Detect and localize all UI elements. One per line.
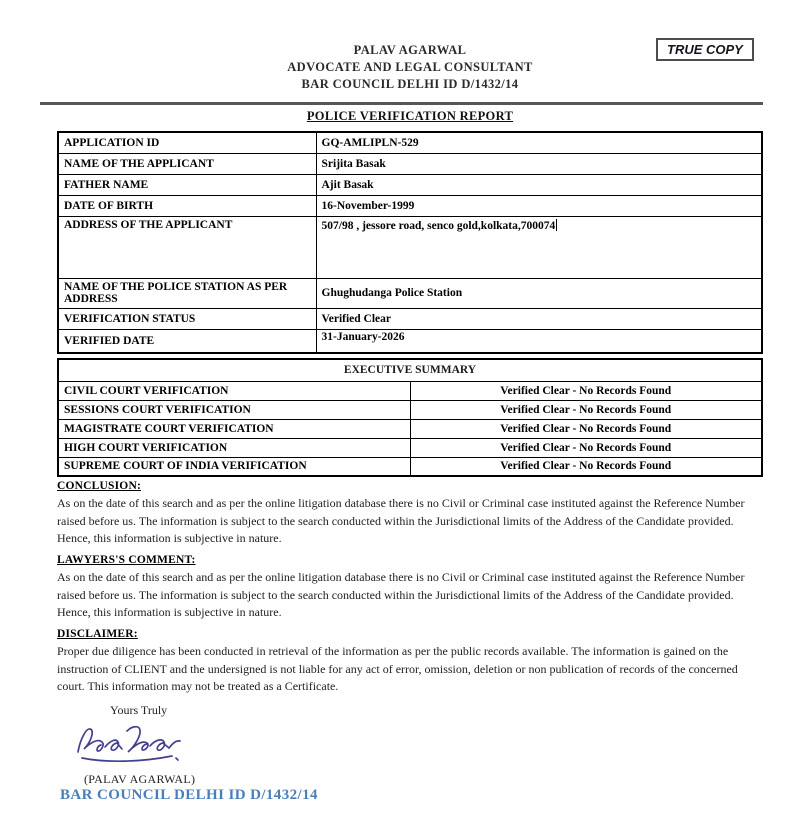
summary-header: EXECUTIVE SUMMARY (58, 359, 762, 381)
table-row (58, 438, 762, 457)
document-title: POLICE VERIFICATION REPORT (306, 109, 514, 123)
table-row (58, 308, 762, 329)
bar-council-id-footer: BAR COUNCIL DELHI ID D/1432/14 (60, 787, 318, 803)
closing-text: Yours Truly (110, 703, 168, 717)
row-label: DATE OF BIRTH (58, 195, 316, 216)
table-row (58, 278, 762, 308)
summary-header-row (58, 359, 762, 381)
row-value: 16-November-1999 (316, 195, 762, 216)
row-value: Ghughudanga Police Station (316, 278, 762, 308)
row-value: Srijita Basak (316, 153, 762, 174)
row-value: Verified Clear - No Records Found (410, 400, 762, 419)
conclusion-body: As on the date of this search and as per the online litigation database there is no Civil or Criminal case instituted against the Reference Number raised before us. The information is subject to the search conducted within the Jurisdictional limits of the Address of the Candidate provided. Hence, this information is subjective in nature. (57, 496, 745, 545)
row-label: APPLICATION ID (58, 132, 316, 153)
disclaimer-body: Proper due diligence has been conducted in retrieval of the information as per the public records available. The information is gained on the instruction of CLIENT and the undersigned is not liable for any act of error, omission, deletion or non publication of records of the concerned court. This information may not be treated as a Certificate. (57, 644, 738, 693)
table-row (58, 195, 762, 216)
row-value: Verified Clear (316, 308, 762, 329)
lawyers-comment-section (57, 554, 763, 622)
signatory-name: (PALAV AGARWAL) (84, 772, 196, 786)
advocate-name: PALAV AGARWAL (353, 43, 467, 57)
row-value: 507/98 , jessore road, senco gold,kolkata,700074 (321, 219, 556, 232)
table-row (58, 153, 762, 174)
row-value: GQ-AMLIPLN-529 (316, 132, 762, 153)
conclusion-section (57, 480, 763, 548)
true-copy-stamp: TRUE COPY (656, 38, 754, 61)
row-value: Verified Clear - No Records Found (410, 381, 762, 400)
row-value: Verified Clear - No Records Found (410, 457, 762, 476)
disclaimer-heading: DISCLAIMER: (57, 628, 138, 640)
header-divider (40, 102, 763, 105)
table-row-address (58, 216, 762, 278)
row-label: SESSIONS COURT VERIFICATION (58, 400, 410, 419)
table-row (58, 132, 762, 153)
applicant-details-table (57, 131, 763, 354)
row-value: 31-January-2026 (316, 329, 762, 353)
conclusion-heading: CONCLUSION: (57, 480, 141, 492)
disclaimer-section (57, 628, 763, 696)
row-label: NAME OF THE APPLICANT (58, 153, 316, 174)
row-label: VERIFICATION STATUS (58, 308, 316, 329)
row-label: NAME OF THE POLICE STATION AS PER ADDRESS (58, 278, 316, 308)
handwritten-signature (72, 718, 202, 777)
row-label: VERIFIED DATE (58, 329, 316, 353)
signature-ink-icon (72, 718, 202, 772)
row-value: Verified Clear - No Records Found (410, 438, 762, 457)
executive-summary-table (57, 358, 763, 477)
table-row (58, 174, 762, 195)
row-label: HIGH COURT VERIFICATION (58, 438, 410, 457)
row-label: SUPREME COURT OF INDIA VERIFICATION (58, 457, 410, 476)
table-row (58, 400, 762, 419)
address-value-cell[interactable] (316, 216, 762, 278)
table-row (58, 329, 762, 353)
text-cursor (556, 219, 557, 231)
lawyers-comment-body: As on the date of this search and as per the online litigation database there is no Civil or Criminal case instituted against the Reference Number raised before us. The information is subject to the search conducted within the Jurisdictional limits of the Address of the Candidate provided. Hence, this information is subjective in nature. (57, 570, 745, 619)
row-label: MAGISTRATE COURT VERIFICATION (58, 419, 410, 438)
table-row (58, 457, 762, 476)
lawyers-comment-heading: LAWYERS'S COMMENT: (57, 554, 196, 566)
row-label: CIVIL COURT VERIFICATION (58, 381, 410, 400)
advocate-designation: ADVOCATE AND LEGAL CONSULTANT (287, 60, 533, 74)
row-value: Verified Clear - No Records Found (410, 419, 762, 438)
row-value: Ajit Basak (316, 174, 762, 195)
bar-council-id-header: BAR COUNCIL DELHI ID D/1432/14 (301, 77, 519, 91)
table-row (58, 381, 762, 400)
row-label: FATHER NAME (58, 174, 316, 195)
table-row (58, 419, 762, 438)
row-label: ADDRESS OF THE APPLICANT (58, 216, 316, 278)
